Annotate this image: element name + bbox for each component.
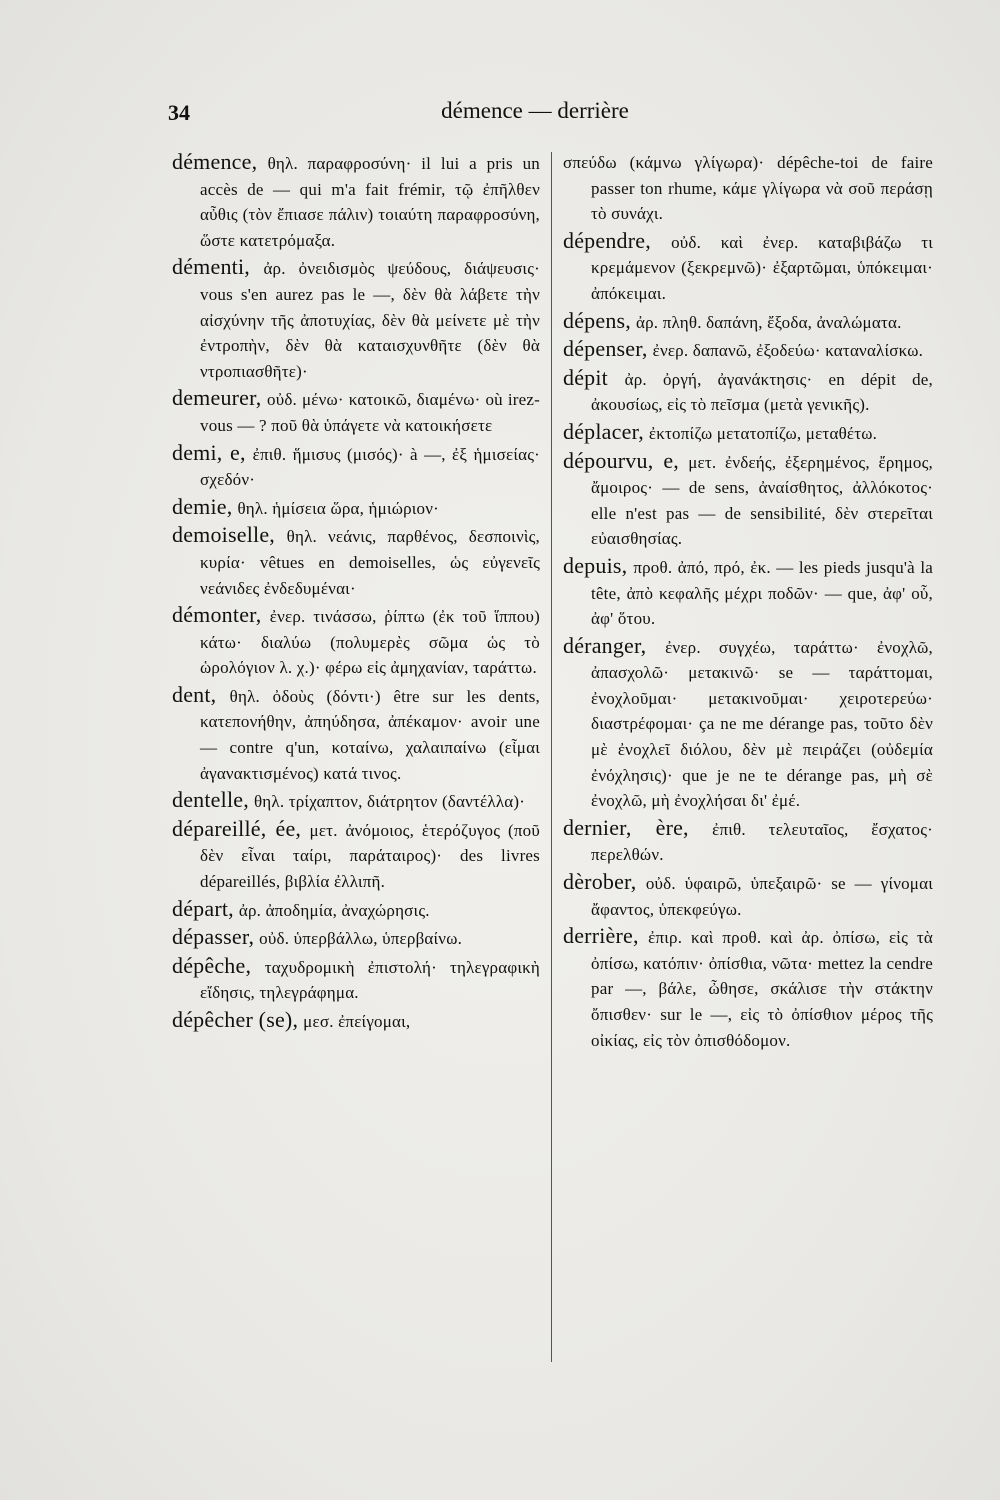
entry-definition: ἐπιθ. ἥμισυς (μισός)· à —, ἐξ ἡμισείας· σχεδόν· xyxy=(200,444,541,490)
entry-definition: οὐδ. ὑφαιρῶ, ὑπεξαιρῶ· se — γίνομαι ἄφαντος, ὑπεκφεύγω. xyxy=(591,874,933,919)
entry-headword: dent, xyxy=(172,681,217,707)
entry-headword: demi, e, xyxy=(172,439,246,465)
dictionary-entry xyxy=(563,150,933,227)
entry-definition: σπεύδω (κάμνω γλίγωρα)· dépêche-toi de faire passer ton rhume, κάμε γλίγωρα νὰ σοῦ περάσῃ τὸ συνάχι. xyxy=(563,153,933,224)
entry-headword: demoiselle, xyxy=(172,522,276,548)
entry-headword: démenti, xyxy=(172,254,250,280)
entry-definition: οὐδ. ὑπερβάλλω, ὑπερβαίνω. xyxy=(259,929,463,949)
column-divider xyxy=(551,152,552,1362)
dictionary-entry xyxy=(172,817,540,895)
entry-headword: dépourvu, e, xyxy=(563,447,679,473)
entry-definition: οὐδ. καὶ ἐνερ. καταβιβάζω τι κρεμάμενον (ξεκρεμνῶ)· ἐξαρτῶμαι, ὑπόκειμαι· ἀπόκειμαι. xyxy=(591,232,934,303)
entry-definition: ἐνερ. τινάσσω, ῥίπτω (ἐκ τοῦ ἵππου) κάτω· διαλύω (πολυμερὲς σῶμα ὡς τὸ ὡρολόγιον λ. χ.)· φέρω εἰς ἀμηχανίαν, ταράττω. xyxy=(200,607,540,678)
dictionary-entry xyxy=(172,925,540,952)
entry-headword: dentelle, xyxy=(172,787,249,813)
entry-headword: démonter, xyxy=(172,602,262,628)
entry-definition: μετ. ἐνδεής, ἐξερημένος, ἔρημος, ἄμοιρος· — de sens, ἀναίσθητος, ἀλλόκοτος· elle n'est pas — de sensibilité, δὲν στερεῖται εὐαισθησίας. xyxy=(591,452,933,549)
entry-definition: ταχυδρομικὴ ἐπιστολή· τηλεγραφικὴ εἴδησις, τηλεγράφημα. xyxy=(200,957,540,1003)
left-column xyxy=(172,150,540,1037)
entry-headword: dépens, xyxy=(563,307,631,333)
dictionary-entry xyxy=(172,386,540,438)
entry-headword: dépendre, xyxy=(563,227,651,253)
entry-definition: προθ. ἀπό, πρό, ἐκ. — les pieds jusqu'à la tête, ἀπὸ κεφαλῆς μέχρι ποδῶν· — que, ἀφ' οὗ, ἀφ' ὅτου. xyxy=(591,557,934,629)
entry-definition: ἐπιθ. τελευταῖος, ἔσχατος· περελθών. xyxy=(591,819,933,865)
entry-definition: οὐδ. μένω· κατοικῶ, διαμένω· où irez-vous — ? ποῦ θὰ ὑπάγετε νὰ κατοικήσετε xyxy=(200,390,540,435)
dictionary-entry xyxy=(172,523,540,601)
dictionary-entry xyxy=(563,309,933,336)
dictionary-entry xyxy=(563,816,933,868)
entry-headword: demeurer, xyxy=(172,385,262,411)
dictionary-entry xyxy=(172,1008,540,1035)
entry-definition: θηλ. ὀδοὺς (δόντι·) être sur les dents, κατεπονήθην, ἀπηύδησα, ἀπέκαμον· avoir une — contre q'un, κοταίνω, χαλαιπαίνω (εἶμαι ἀγανακτισμένος) κατά τινος. xyxy=(200,686,541,783)
entry-headword: dèrober, xyxy=(563,869,637,895)
entry-headword: dernier, ère, xyxy=(563,814,689,840)
right-column xyxy=(563,150,933,1055)
dictionary-entry xyxy=(172,255,540,384)
entry-headword: depuis, xyxy=(563,552,628,578)
dictionary-entry xyxy=(563,420,933,447)
entry-headword: dépareillé, ée, xyxy=(172,815,302,841)
dictionary-entry xyxy=(172,954,540,1006)
dictionary-entry xyxy=(563,554,933,632)
entry-definition: ἐπιρ. καὶ προθ. καὶ ἀρ. ὀπίσω, εἰς τὰ ὀπίσω, κατόπιν· ὀπίσθια, νῶτα· mettez la cendre par —, βάλε, ὦθησε, σκάλισε τὴν στάκτην ὄπισθεν· sur le —, εἰς τὸ ὀπίσθιον μέρος τῆς οἰκίας, εἰς τὸν ὀπισθόδομον. xyxy=(591,928,933,1050)
entry-headword: dépit xyxy=(563,364,608,390)
entry-definition: ἀρ. ὀργή, ἀγανάκτησις· en dépit de, ἀκουσίως, εἰς τὸ πεῖσμα (μετὰ γενικῆς). xyxy=(591,369,934,415)
entry-headword: déranger, xyxy=(563,632,647,658)
dictionary-entry xyxy=(563,634,933,814)
entry-definition: ἀρ. ὀνειδισμὸς ψεύδους, διάψευσις· vous s'en aurez pas le —, δὲν θὰ λάβετε τὴν αἰσχύνην τῆς ἀποτυχίας, δὲν θὰ μείνετε μὲ τὴν ἐντροπὴν, δὲν θὰ καταισχυνθῆτε (δὲν θὰ ντροπιασθῆτε)· xyxy=(200,259,541,381)
entry-definition: ἐκτοπίζω μετατοπίζω, μεταθέτω. xyxy=(648,423,878,443)
dictionary-entry xyxy=(172,603,540,681)
entry-definition: ἀρ. ἀποδημία, ἀναχώρησις. xyxy=(238,900,430,920)
entry-headword: démence, xyxy=(172,149,258,174)
dictionary-entry xyxy=(563,449,933,552)
entry-definition: θηλ. νεάνις, παρθένος, δεσποινὶς, κυρία· vêtues en demoiselles, ὡς εὐγενεῖς νεάνιδες ἐνδεδυμέναι· xyxy=(200,527,540,598)
entry-definition: μετ. ἀνόμοιος, ἑτερόζυγος (ποῦ δὲν εἶναι ταίρι, παράταιρος)· des livres dépareillés, βιβλία ἐλλιπῆ. xyxy=(200,820,540,892)
dictionary-entry xyxy=(563,366,933,418)
entry-definition: ἐνερ. συγχέω, ταράττω· ἐνοχλῶ, ἀπασχολῶ· μετακινῶ· se — ταράττομαι, ἐνοχλοῦμαι· μετακινοῦμαι· χειροτερεύω· διαστρέφομαι· ça ne me dérange pas, τοῦτο δὲν μὲ ἐνοχλεῖ διόλου, δὲν μὲ πειράζει (οὐδεμία ἐνόχλησις)· que je ne te dérange pas, μὴ σὲ ἐνοχλῶ, μὴ ἐνοχλήσαι δι' ἐμέ. xyxy=(591,637,934,811)
entry-headword: dépêche, xyxy=(172,952,252,978)
entry-headword: derrière, xyxy=(563,923,639,949)
entry-definition: θηλ. παραφροσύνη· il lui a pris un accès de — qui m'a fait frémir, τῷ ἐπῆλθεν αὖθις (τὸν ἔπιασε πάλιν) τοιαύτη παραφροσύνη, ὥστε κατετρόμαξα. xyxy=(200,154,540,250)
entry-definition: μεσ. ἐπείγομαι, xyxy=(303,1012,411,1031)
entry-definition: θηλ. τρίχαπτον, διάτρητον (δαντέλλα)· xyxy=(253,792,526,812)
entry-headword: dépasser, xyxy=(172,924,255,950)
entry-headword: départ, xyxy=(172,895,234,921)
entry-headword: dépenser, xyxy=(563,336,648,362)
dictionary-entry xyxy=(172,897,540,924)
entry-definition: ἐνερ. δαπανῶ, ἐξοδεύω· καταναλίσκω. xyxy=(652,341,924,361)
entry-definition: θηλ. ἡμίσεια ὥρα, ἡμιώριον· xyxy=(237,498,440,518)
dictionary-entry xyxy=(172,788,540,815)
entry-definition: ἀρ. πληθ. δαπάνη, ἔξοδα, ἀναλώματα. xyxy=(636,312,902,332)
entry-headword: déplacer, xyxy=(563,418,644,444)
dictionary-entry xyxy=(563,924,933,1053)
running-head: démence — derrière xyxy=(441,98,629,123)
dictionary-entry xyxy=(563,337,933,364)
dictionary-entry xyxy=(563,870,933,922)
page-number: 34 xyxy=(168,100,190,125)
dictionary-entry xyxy=(172,441,540,493)
entry-headword: demie, xyxy=(172,493,233,519)
dictionary-entry xyxy=(172,683,540,786)
dictionary-entry xyxy=(172,495,540,522)
dictionary-entry xyxy=(172,150,540,253)
dictionary-entry xyxy=(563,229,933,307)
entry-headword: dépêcher (se), xyxy=(172,1007,299,1032)
